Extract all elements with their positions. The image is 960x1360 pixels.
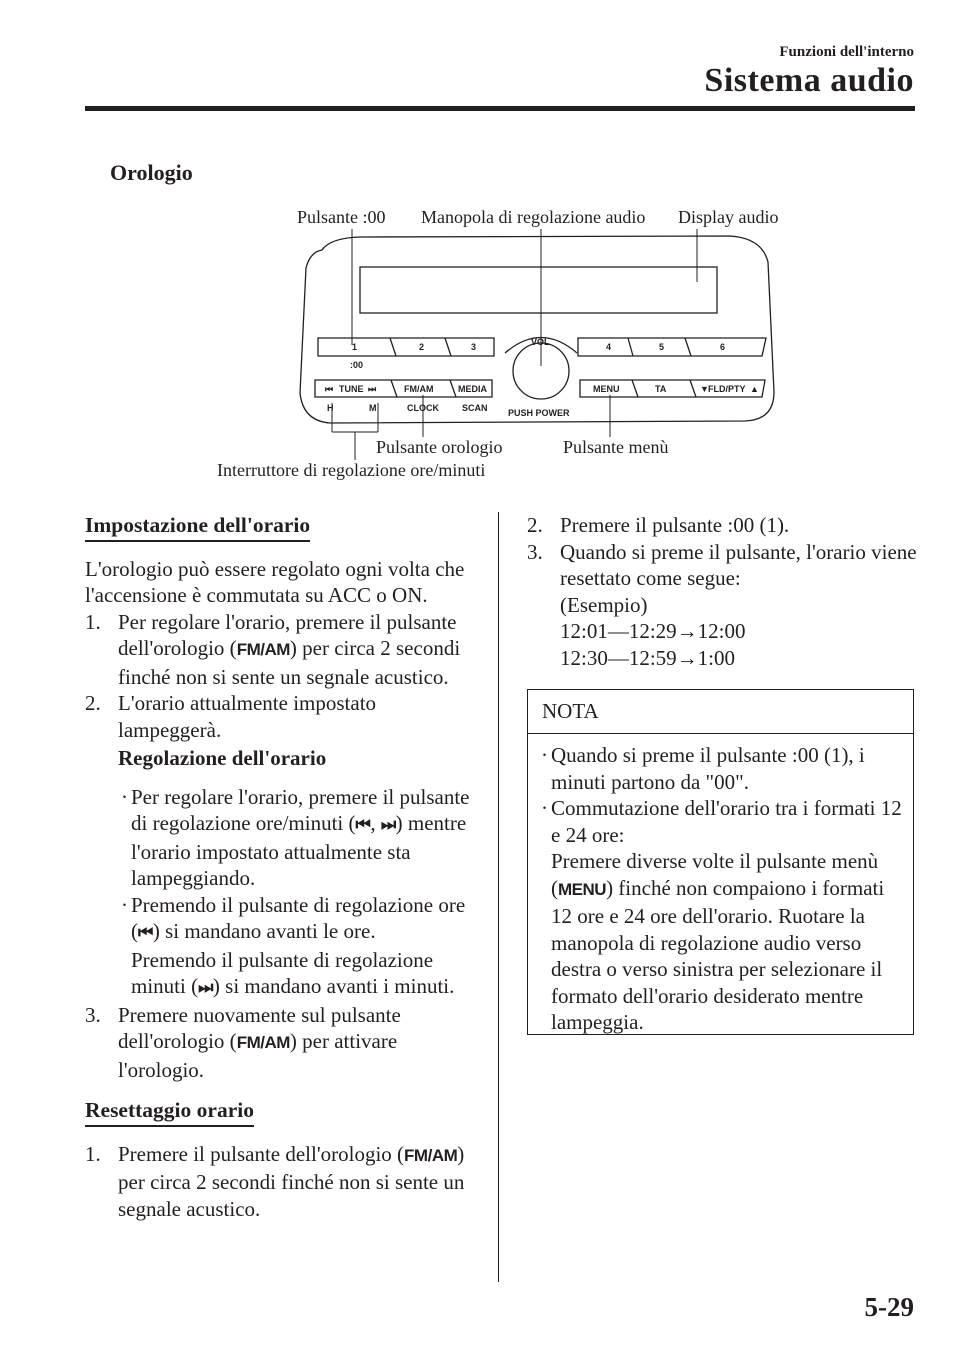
callout-button-00: Pulsante :00: [297, 207, 386, 227]
tune-next-icon: ⏭: [368, 384, 377, 394]
step-1-number: 1.: [85, 609, 101, 634]
fm-am-label: FM/AM: [404, 384, 434, 394]
preset-5-label: 5: [659, 342, 665, 352]
bullet-2-text-d: ) si mandano avanti i minuti.: [212, 974, 455, 998]
note-box: [527, 689, 914, 1035]
preset-3-label: 3: [471, 342, 477, 352]
callout-clock-button: Pulsante orologio: [376, 437, 503, 457]
push-power-label: PUSH POWER: [508, 408, 570, 418]
preset-2-label: 2: [419, 342, 425, 352]
preset-1-label: 1: [352, 342, 358, 352]
bullet-1: · Per regolare l'orario, premere il pulsante di regolazione ore/minuti (⏮, ⏭) mentre l'orario impostato attualmente sta lampeggiando.: [85, 784, 475, 892]
sub-heading-time-adjust: Regolazione dell'orario: [118, 746, 327, 770]
note-bullet-2-text-a: Commutazione dell'orario tra i formati 12 e 24 ore:: [551, 796, 902, 847]
section-title: Orologio: [110, 160, 193, 185]
note-bullet-2-text-b: Premere diverse volte il pulsante menù (: [551, 849, 879, 900]
right-step-2-text: Premere il pulsante :00 (1).: [560, 513, 790, 537]
bullet-1-text-a: Per regolare l'orario, premere il pulsante di regolazione ore/minuti (: [131, 784, 470, 835]
prev-track-icon: ⏮: [355, 815, 371, 834]
callout-display: Display audio: [678, 207, 779, 227]
running-header-chapter: Sistema audio: [704, 62, 914, 99]
tune-label: TUNE: [339, 384, 364, 394]
bullet-2: [85, 892, 475, 1002]
tune-prev-icon: ⏮: [325, 384, 334, 394]
heading-reset-time: Resettaggio orario: [85, 1097, 254, 1127]
reset-step-1-text-a: Premere il pulsante dell'orologio (: [118, 1141, 405, 1166]
next-track-icon: ⏭: [198, 978, 213, 997]
next-track-icon: ⏭: [380, 815, 396, 834]
step-1: [85, 609, 475, 691]
example-line-1: 12:01―12:29→12:00: [560, 619, 746, 643]
bullet-dot: ·: [541, 796, 548, 820]
step-3-text-a: Premere nuovamente sul pulsante dell'orologio (: [118, 1002, 401, 1053]
step-3-text-b: ) per attivare l'orologio.: [118, 1029, 398, 1082]
menu-key: MENU: [558, 879, 607, 899]
left-column: [85, 512, 475, 1222]
clock-label: CLOCK: [407, 403, 439, 413]
bullet-dot: ·: [121, 784, 128, 809]
vol-label: VOL: [531, 337, 550, 347]
right-step-3-number: 3.: [527, 539, 543, 564]
fld-pty-up-icon: ▲: [750, 384, 759, 394]
fld-pty-down-icon: ▼: [700, 384, 709, 394]
step-1-text-b: ) per circa 2 secondi finché non si sente un segnale acustico.: [118, 636, 461, 689]
reset-step-1-number: 1.: [85, 1141, 101, 1166]
note-bullet-2-text-c: ) finché non compaiono i formati 12 ore e 24 ore dell'orario. Ruotare la manopola di regolazione audio verso destra o verso sinistra per selezionare il formato dell'orario desiderato mentre lampeggia.: [551, 875, 885, 1034]
bullet-1-text-b: ) mentre l'orario impostato attualmente sta lampeggiando.: [131, 811, 467, 890]
fm-am-key: FM/AM: [404, 1145, 458, 1165]
fm-am-key: FM/AM: [236, 640, 290, 659]
intro-paragraph: L'orologio può essere regolato ogni volta che l'accensione è commutata su ACC o ON.: [85, 556, 465, 607]
step-1-text-a: Per regolare l'orario, premere il pulsante dell'orologio (: [118, 609, 457, 660]
step-3-number: 3.: [85, 1002, 101, 1027]
callout-volume-knob: Manopola di regolazione audio: [421, 207, 646, 227]
page-number: 5-29: [864, 1292, 914, 1322]
note-bullet-2: [538, 795, 903, 1036]
h-label: H: [327, 403, 334, 413]
step-3: [85, 1002, 475, 1084]
right-column: [527, 512, 917, 671]
right-step-3-text: Quando si preme il pulsante, l'orario viene resettato come segue:: [560, 539, 917, 590]
reset-step-1: [85, 1141, 475, 1223]
example-line-2: 12:30―12:59→1:00: [560, 645, 736, 670]
fm-am-key: FM/AM: [236, 1033, 290, 1052]
reset-step-1-text-b: ) per circa 2 secondi finché non si sente un segnale acustico.: [118, 1141, 465, 1221]
scan-label: SCAN: [462, 403, 488, 413]
fld-pty-label: FLD/PTY: [708, 384, 746, 394]
running-header-section: Funzioni dell'interno: [779, 44, 914, 60]
heading-setting-time: Impostazione dell'orario: [85, 512, 310, 542]
menu-label: MENU: [593, 384, 620, 394]
step-2-text: L'orario attualmente impostato lampeggerà.: [118, 691, 377, 742]
preset-6-label: 6: [720, 342, 726, 352]
bullet-2-text-b: ) si mandano avanti le ore.: [152, 919, 376, 943]
bullet-2-text-a: Premendo il pulsante di regolazione ore (: [131, 892, 466, 943]
callout-menu-button: Pulsante menù: [563, 437, 669, 457]
right-step-2-number: 2.: [527, 513, 543, 537]
prev-track-icon: ⏮: [138, 923, 153, 942]
bullet-dot: ·: [541, 743, 548, 767]
bullet-2-text-c: Premendo il pulsante di regolazione minuti (: [131, 947, 434, 998]
note-bullet-1-text: Quando si preme il pulsante :00 (1), i minuti partono da "00".: [551, 743, 865, 794]
callout-hour-minute-switch: Interruttore di regolazione ore/minuti: [217, 460, 486, 480]
preset-00-sublabel: :00: [350, 360, 364, 370]
right-step-3: [527, 539, 917, 672]
column-divider: [498, 512, 499, 1282]
example-label: (Esempio): [560, 592, 648, 617]
right-step-2: [527, 512, 917, 539]
ta-label: TA: [655, 384, 667, 394]
m-label: M: [369, 403, 377, 413]
media-label: MEDIA: [458, 384, 487, 394]
preset-4-label: 4: [606, 342, 612, 352]
audio-unit-illustration: [0, 0, 960, 520]
bullet-dot: ·: [121, 892, 128, 917]
step-2: [85, 690, 475, 743]
note-bullet-1: [538, 742, 903, 795]
note-title: NOTA: [528, 690, 913, 734]
step-2-number: 2.: [85, 691, 101, 715]
